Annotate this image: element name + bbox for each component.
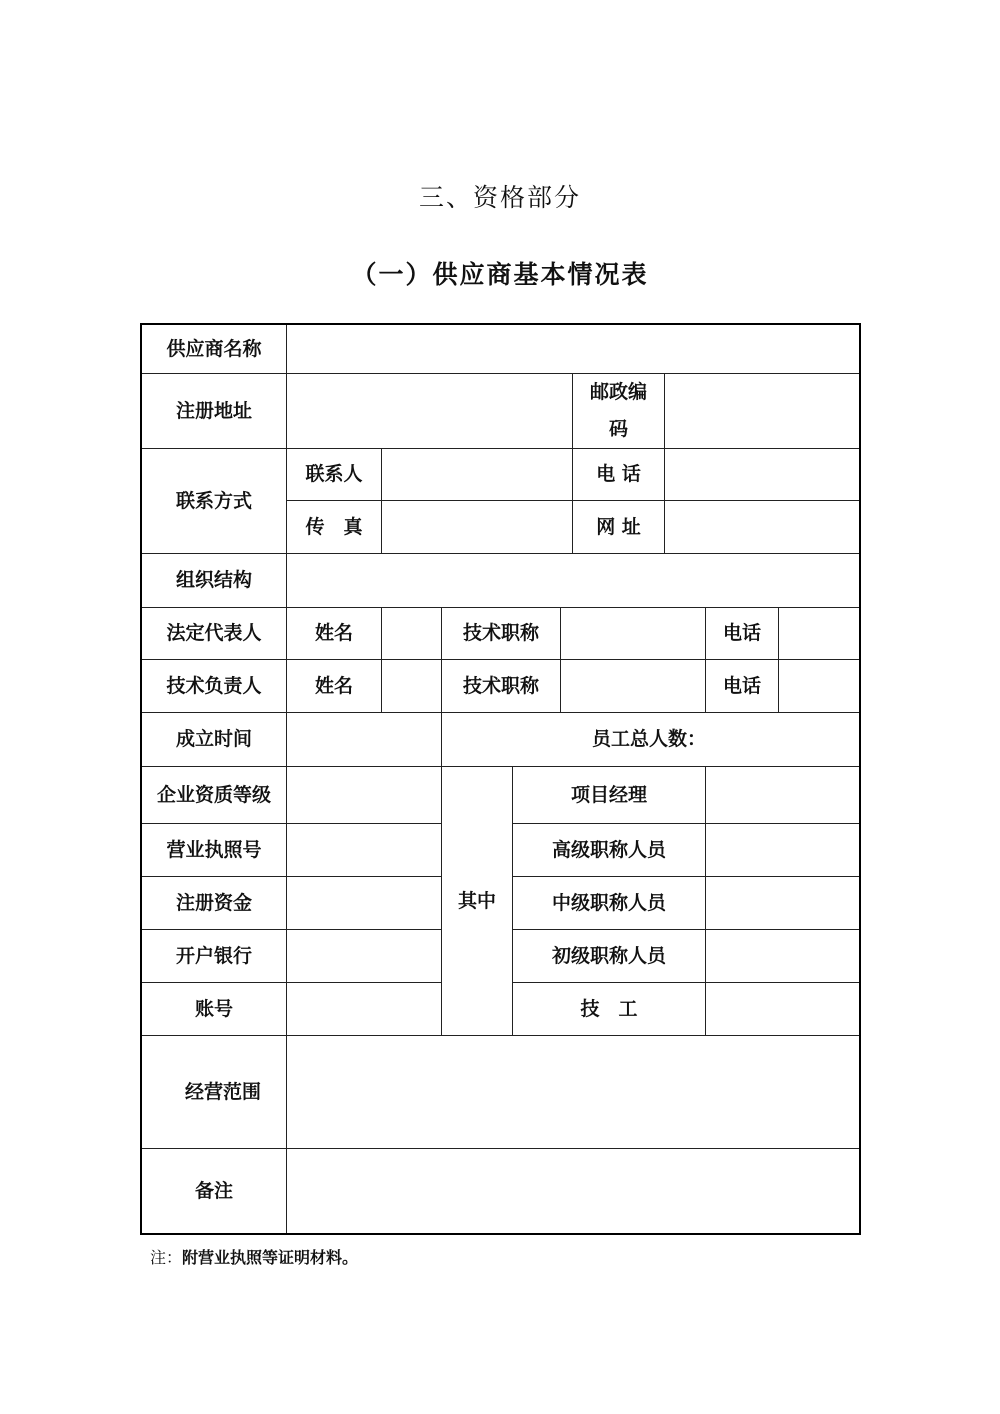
label-postal-code: 邮政编码 [572,373,665,449]
phone-field[interactable] [664,448,860,501]
junior-title-staff-field[interactable] [705,929,860,983]
registered-capital-field[interactable] [286,876,442,930]
business-license-no-field[interactable] [286,823,442,877]
mid-title-staff-field[interactable] [705,876,860,930]
label-tech-lead-name: 姓名 [286,659,382,713]
label-among-which: 其中 [441,766,513,1036]
label-registered-capital: 注册资金 [141,876,287,930]
contact-person-field[interactable] [381,448,573,501]
label-supplier-name: 供应商名称 [141,324,287,374]
label-senior-title-staff: 高级职称人员 [512,823,706,877]
label-website: 网 址 [572,500,665,554]
label-legal-rep-phone: 电话 [705,607,779,660]
label-legal-rep-title: 技术职称 [441,607,561,660]
remarks-field[interactable] [286,1148,860,1234]
label-org-structure: 组织结构 [141,553,287,608]
label-remarks: 备注 [141,1148,287,1234]
label-total-staff: 员工总人数： [441,712,860,767]
registered-address-field[interactable] [286,373,573,449]
website-field[interactable] [664,500,860,554]
established-field[interactable] [286,712,442,767]
footnote-text: 附营业执照等证明材料。 [182,1248,359,1267]
tech-lead-phone-field[interactable] [778,659,860,713]
form-title: （一）供应商基本情况表 [351,260,649,289]
label-contact-person: 联系人 [286,448,382,501]
footnote [150,1245,358,1268]
tech-lead-title-field[interactable] [560,659,706,713]
label-contact-method: 联系方式 [141,448,287,554]
senior-title-staff-field[interactable] [705,823,860,877]
label-junior-title-staff: 初级职称人员 [512,929,706,983]
postal-code-field[interactable] [664,373,860,449]
footnote-lead: 注： [150,1248,183,1267]
bank-field[interactable] [286,929,442,983]
label-legal-rep: 法定代表人 [141,607,287,660]
label-legal-rep-name: 姓名 [286,607,382,660]
section-title: 三、资格部分 [418,183,581,212]
legal-rep-title-field[interactable] [560,607,706,660]
technician-field[interactable] [705,982,860,1036]
project-manager-field[interactable] [705,766,860,824]
label-business-license-no: 营业执照号 [141,823,287,877]
label-project-manager: 项目经理 [512,766,706,824]
tech-lead-name-field[interactable] [381,659,442,713]
org-structure-field[interactable] [286,553,860,608]
label-bank: 开户银行 [141,929,287,983]
label-account-no: 账号 [141,982,287,1036]
label-technician: 技 工 [512,982,706,1036]
qualification-level-field[interactable] [286,766,442,824]
label-phone: 电 话 [572,448,665,501]
label-qualification-level: 企业资质等级 [141,766,287,824]
legal-rep-phone-field[interactable] [778,607,860,660]
label-tech-lead-phone: 电话 [705,659,779,713]
label-established: 成立时间 [141,712,287,767]
supplier-name-field[interactable] [286,324,860,374]
label-tech-lead-title: 技术职称 [441,659,561,713]
legal-rep-name-field[interactable] [381,607,442,660]
label-mid-title-staff: 中级职称人员 [512,876,706,930]
label-fax: 传 真 [286,500,382,554]
fax-field[interactable] [381,500,573,554]
label-registered-address: 注册地址 [141,373,287,449]
label-business-scope: 经营范围 [141,1035,287,1149]
business-scope-field[interactable] [286,1035,860,1149]
account-no-field[interactable] [286,982,442,1036]
label-tech-lead: 技术负责人 [141,659,287,713]
